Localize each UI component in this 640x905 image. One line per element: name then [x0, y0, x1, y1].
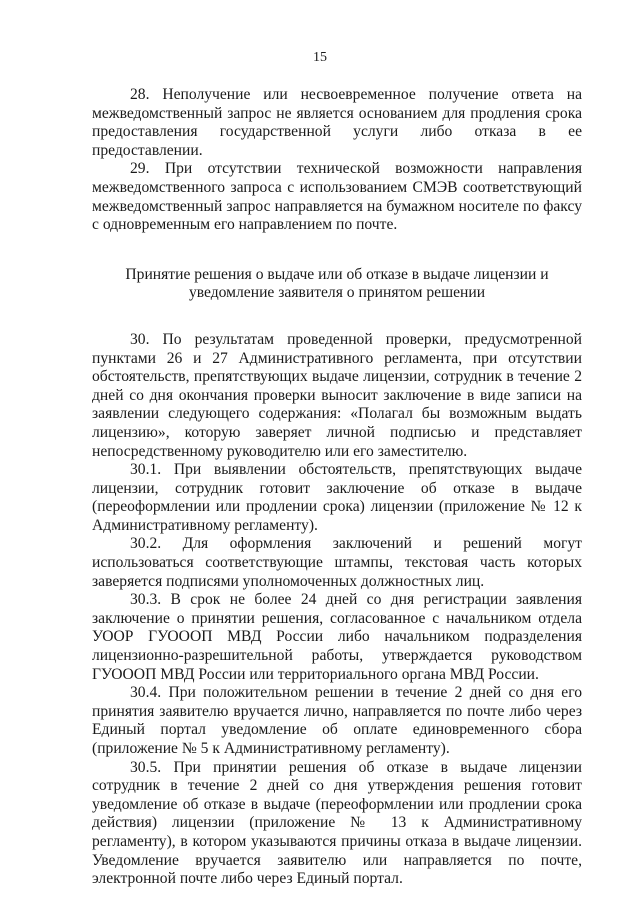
paragraph-30-4: 30.4. При положительном решении в течение 2 дней со дня его принятия заявителю вручается лично, направляется по почте либо через Единый портал уведомление об оплате единовременного сбора (приложение № 5 к Административному регламенту).	[92, 684, 582, 757]
paragraph-30-2: 30.2. Для оформления заключений и решений могут использоваться соответствующие штампы, текстовая часть которых заверяется подписями уполномоченных должностных лиц.	[92, 535, 582, 590]
page-number: 15	[313, 50, 327, 65]
paragraph-30-3: 30.3. В срок не более 24 дней со дня регистрации заявления заключение о принятии решения, согласованное с начальником отдела УООР ГУОООП МВД России либо начальником подразделения лицензионно-разрешительной работы, утверждается руководством ГУОООП МВД России или территориального органа МВД России.	[92, 591, 582, 683]
paragraph-29: 29. При отсутствии технической возможности направления межведомственного запроса с использованием СМЭВ соответствующий межведомственный запрос направляется на бумажном носителе по факсу с одновременным его направлением по почте.	[92, 160, 582, 234]
paragraph-28: 28. Неполучение или несвоевременное получение ответа на межведомственный запрос не является основанием для продления срока предоставления государственной услуги либо отказа в ее предоставлении.	[92, 86, 582, 159]
document-body	[92, 86, 582, 889]
paragraph-30: 30. По результатам проведенной проверки, предусмотренной пунктами 26 и 27 Административного регламента, при отсутствии обстоятельств, препятствующих выдаче лицензии, сотрудник в течение 2 дней со дня окончания проверки выносит заключение в виде записи на заявлении следующего содержания: «Полагал бы возможным выдать лицензию», которую заверяет личной подписью и представляет непосредственному руководителю или его заместителю.	[92, 330, 582, 460]
section-heading: Принятие решения о выдаче или об отказе в выдаче лицензии и уведомление заявителя о принятом решении	[125, 265, 549, 302]
paragraph-30-1: 30.1. При выявлении обстоятельств, препятствующих выдаче лицензии, сотрудник готовит заключение об отказе в выдаче (переоформлении или продлении срока) лицензии (приложение № 12 к Административному регламенту).	[92, 461, 582, 534]
paragraph-30-5: 30.5. При принятии решения об отказе в выдаче лицензии сотрудник в течение 2 дней со дня утверждения решения готовит уведомление об отказе в выдаче (переоформлении или продлении срока действия) лицензии (приложение № 13 к Административному регламенту), в котором указываются причины отказа в выдаче лицензии. Уведомление вручается заявителю или направляется по почте, электронной почте либо через Единый портал.	[92, 758, 582, 888]
